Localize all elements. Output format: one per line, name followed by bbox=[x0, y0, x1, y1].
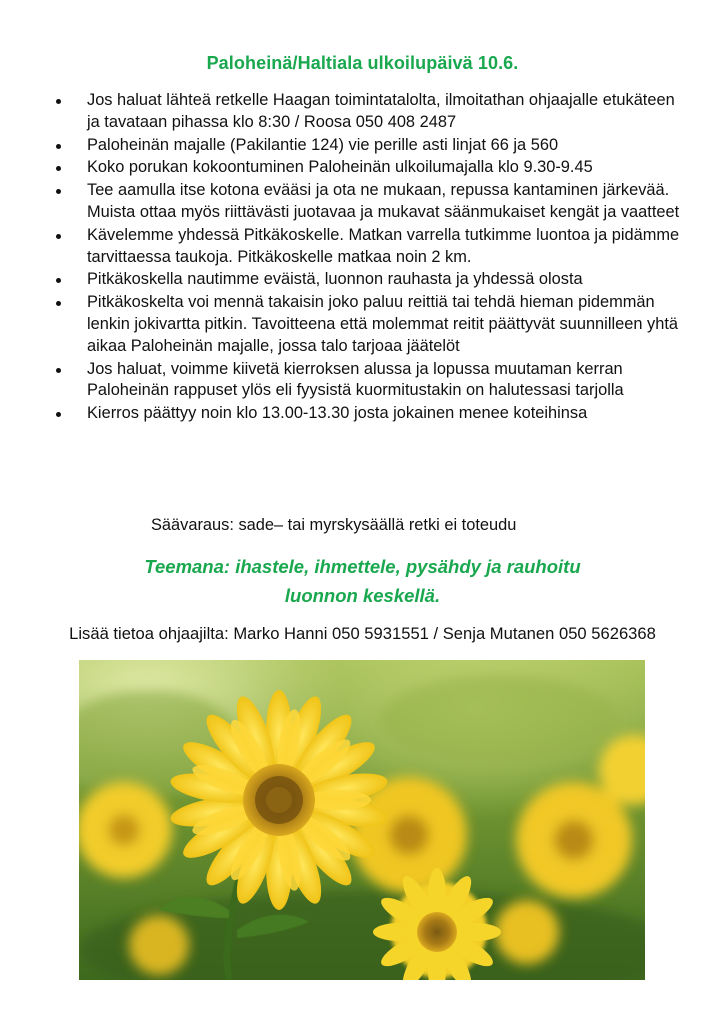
list-item: Koko porukan kokoontuminen Paloheinän ulkoilumajalla klo 9.30-9.45 bbox=[56, 157, 681, 179]
bullet-icon bbox=[56, 368, 61, 373]
sunflower-photo bbox=[79, 660, 645, 980]
list-item: Jos haluat, voimme kiivetä kierroksen alussa ja lopussa muutaman kerran Paloheinän rappuset ylös eli fyysistä kuormitustakin on halutessasi tarjolla bbox=[56, 359, 681, 403]
bullet-icon bbox=[56, 166, 61, 171]
contact-info: Lisää tietoa ohjaajilta: Marko Hanni 050 5931551 / Senja Mutanen 050 5626368 bbox=[69, 624, 656, 643]
bullet-icon bbox=[56, 234, 61, 239]
list-item: Jos haluat lähteä retkelle Haagan toimintatalolta, ilmoitathan ohjaajalle etukäteen ja tavataan pihassa klo 8:30 / Roosa 050 408 2487 bbox=[56, 90, 681, 134]
weather-note: Säävaraus: sade– tai myrskysäällä retki ei toteudu bbox=[151, 516, 517, 534]
list-item: Pitkäkoskella nautimme eväistä, luonnon rauhasta ja yhdessä olosta bbox=[56, 269, 681, 291]
bullet-icon bbox=[56, 278, 61, 283]
bullet-icon bbox=[56, 99, 61, 104]
bullet-icon bbox=[56, 189, 61, 194]
list-item: Kierros päättyy noin klo 13.00-13.30 josta jokainen menee koteihinsa bbox=[56, 403, 681, 425]
list-item: Pitkäkoskelta voi mennä takaisin joko paluu reittiä tai tehdä hieman pidemmän lenkin jokivartta pitkin. Tavoitteena että molemmat reitit päättyvät suunnilleen yhtä aikaa Paloheinän majalle, jossa talo tarjoaa jäätelöt bbox=[56, 292, 681, 357]
info-list bbox=[56, 90, 681, 426]
page-title: Paloheinä/Haltiala ulkoilupäivä 10.6. bbox=[206, 53, 519, 73]
theme-line-2: luonnon keskellä. bbox=[284, 585, 441, 606]
theme-line-1: Teemana: ihastele, ihmettele, pysähdy ja rauhoitu bbox=[144, 556, 581, 577]
list-item: Tee aamulla itse kotona evääsi ja ota ne mukaan, repussa kantaminen järkevää. Muista ottaa myös riittävästi juotavaa ja mukavat säänmukaiset kengät ja vaatteet bbox=[56, 180, 681, 224]
list-item: Kävelemme yhdessä Pitkäkoskelle. Matkan varrella tutkimme luontoa ja pidämme tarvittaessa taukoja. Pitkäkoskelle matkaa noin 2 km. bbox=[56, 225, 681, 269]
bullet-icon bbox=[56, 144, 61, 149]
bullet-icon bbox=[56, 301, 61, 306]
bullet-icon bbox=[56, 412, 61, 417]
theme-text bbox=[0, 552, 725, 610]
list-item: Paloheinän majalle (Pakilantie 124) vie perille asti linjat 66 ja 560 bbox=[56, 135, 681, 157]
